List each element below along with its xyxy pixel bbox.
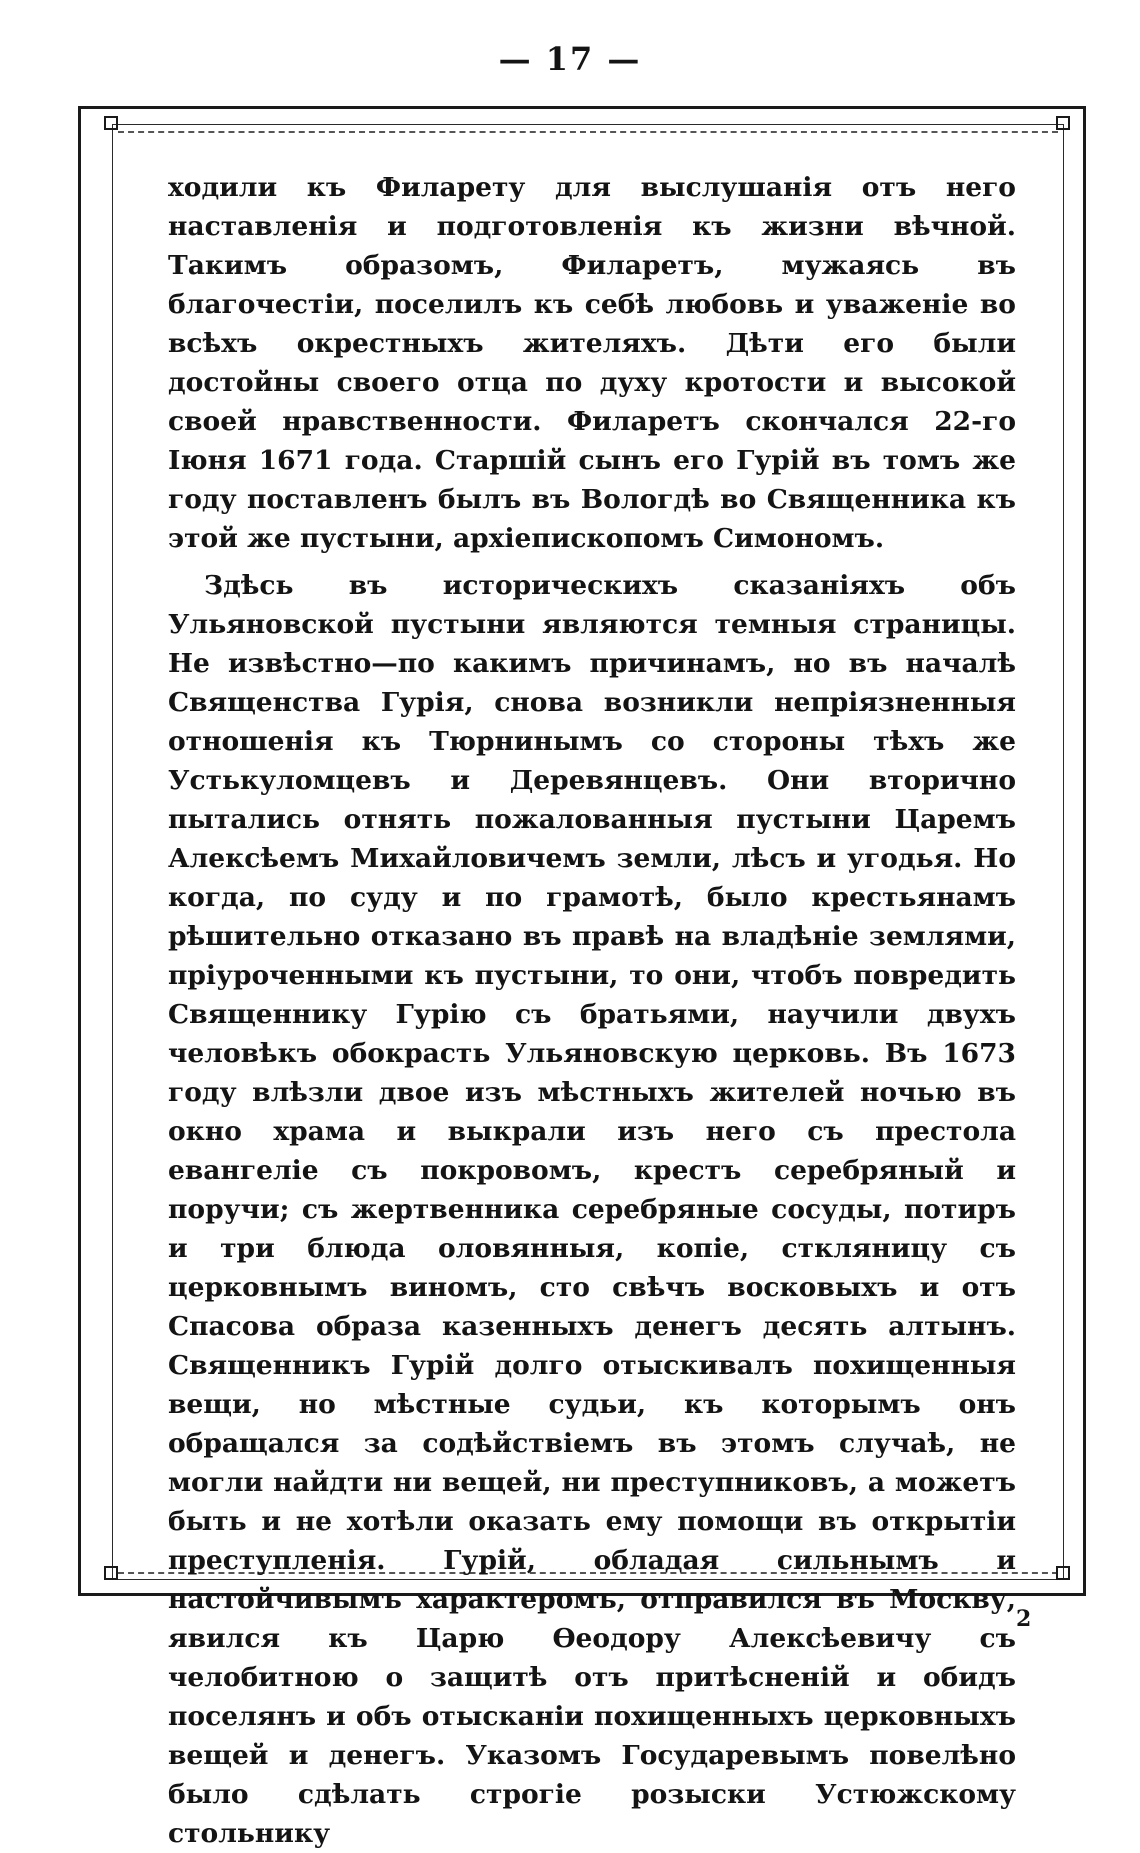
paragraph-continuation: ходили къ Филарету для выслушанія отъ него наставленія и подготовленія къ жизни вѣчной. Такимъ образомъ, Филаретъ, мужаясь въ благочестіи, поселилъ къ себѣ любовь и уваженіе во всѣхъ окрестныхъ жителяхъ. Дѣти его были достойны своего отца по духу кротости и высокой своей нравственности. Филаретъ скончался 22-го Іюня 1671 года. Старшій сынъ его Гурій въ томъ же году поставленъ былъ въ Вологдѣ во Священника къ этой же пустыни, архіепископомъ Симономъ. [168, 172, 1016, 554]
border-corner-ornament [104, 116, 118, 130]
border-corner-ornament [104, 1566, 118, 1580]
paragraph: Здѣсь въ историческихъ сказаніяхъ объ Ульяновской пустыни являются темныя страницы. Не извѣстно—по какимъ причинамъ, но въ началѣ Священства Гурія, снова возникли непріязненныя отношенія къ Тюрнинымъ со стороны тѣхъ же Устькуломцевъ и Деревянцевъ. Они вторично пытались отнять пожалованныя пустыни Царемъ Алексѣемъ Михайловичемъ земли, лѣсъ и угодья. Но когда, по суду и по грамотѣ, было крестьянамъ рѣшительно отказано въ правѣ на владѣніе землями, пріуроченными къ пустыни, то они, чтобъ повредить Священнику Гурію съ братьями, научили двухъ человѣкъ обокрасть Ульяновскую церковь. Въ 1673 году влѣзли двое изъ мѣстныхъ жителей ночью въ окно храма и выкрали изъ него съ престола евангеліе съ покровомъ, крестъ серебряный и поручи; съ жертвенника серебряные сосуды, потиръ и три блюда оловянныя, копіе, сткляницу съ церковнымъ виномъ, сто свѣчъ восковыхъ и отъ Спасова образа казенныхъ денегъ десять алтынъ. Священникъ Гурій долго отыскивалъ похищенныя вещи, но мѣстные судьи, къ которымъ онъ обращался за содѣйствіемъ въ этомъ случаѣ, не могли найдти ни вещей, ни преступниковъ, а можетъ быть и не хотѣли оказать ему помощи въ открытіи преступленія. Гурій, обладая сильнымъ и настойчивымъ характеромъ, отправился въ Москву, явился къ Царю Ѳеодору Алексѣевичу съ челобитною о защитѣ отъ притѣсненій и обидъ поселянъ и объ отысканіи похищенныхъ церковныхъ вещей и денегъ. Указомъ Государевымъ повелѣно было сдѣлать строгіе розыски Устюжскому стольнику [168, 570, 1016, 1849]
printer-signature-mark: 2 [1016, 1606, 1032, 1632]
border-corner-ornament [1056, 1566, 1070, 1580]
border-dashed-rule-top [118, 131, 1058, 133]
body-text [168, 168, 1016, 1853]
border-corner-ornament [1056, 116, 1070, 130]
page-number: — 17 — [498, 40, 642, 78]
